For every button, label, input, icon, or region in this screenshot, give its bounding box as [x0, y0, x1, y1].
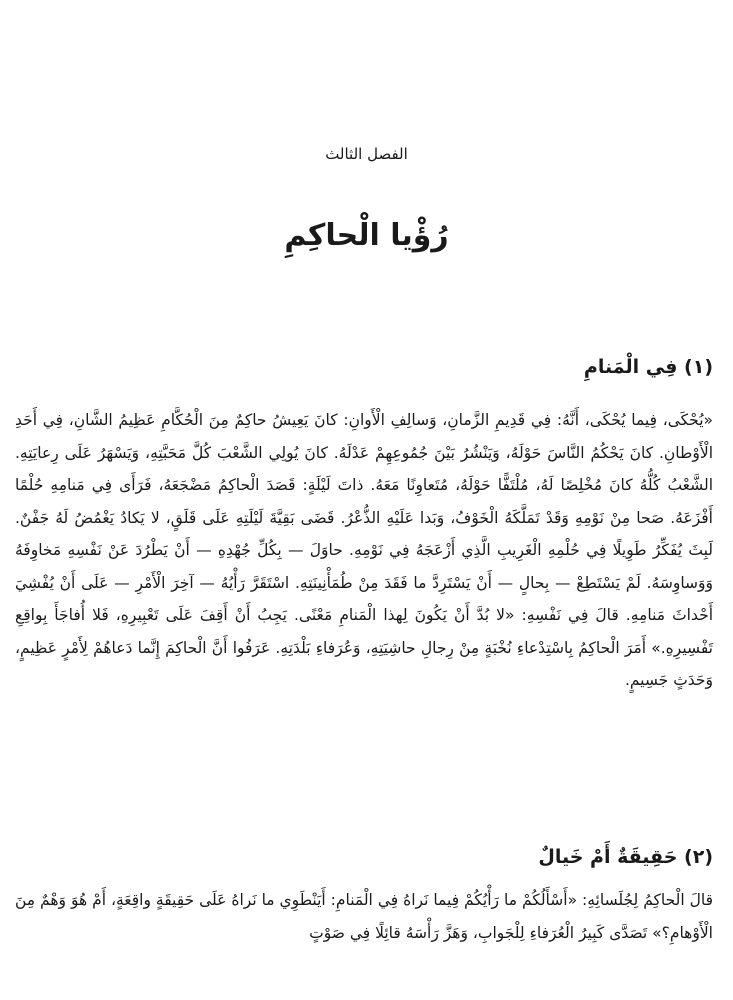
section-body: قالَ الْحاكِمُ لِجُلَسائِهِ: «أَسْأَلُكُمْ ما رَأْيُكُمْ فِيما نَراهُ فِي الْمَنامِ: أَيَنْطَوِي ما نَراهُ عَلَى حَقِيقَةٍ واقِعَةٍ، أَمْ هُوَ وَهْمٌ مِنَ الْأَوْهامِ؟» تَصَدَّى كَبِيرُ الْعُرَفاءِ لِلْجَوابِ، وَهَزَّ رَأْسَهُ قائِلًا فِي صَوْتٍ: [15, 891, 713, 942]
section-heading: (٢) حَقِيقَةٌ أَمْ خَيالٌ: [538, 846, 713, 868]
chapter-title: رُؤْيا الْحاكِمِ: [284, 218, 449, 253]
chapter-label: الفصل الثالث: [325, 145, 408, 163]
section-heading: (١) فِي الْمَنامِ: [583, 356, 713, 378]
section-body: «يُحْكَى، فِيما يُحْكَى، أَنَّهُ: فِي قَدِيمِ الزَّمانِ، وَسالِفِ الْأَوانِ: كانَ يَعِيشُ حاكِمٌ مِنَ الْحُكَّامِ عَظِيمُ الشَّانِ، فِي أَحَدِ الْأَوْطانِ. كانَ يَحْكُمُ النَّاسَ حَوْلَهُ، وَيَنْشُرُ بَيْنَ جُمُوعِهِمْ عَدْلَهُ. كانَ يُولِي الشَّعْبَ كُلَّ مَحَبَّتِهِ، وَيَسْهَرُ عَلَى رِعايَتِهِ. الشَّعْبُ كُلُّهُ كانَ مُخْلِصًا لَهُ، مُلْتَفًّا حَوْلَهُ، مُتَعاوِنًا مَعَهُ. ذاتَ لَيْلَةٍ: قَصَدَ الْحاكِمُ مَضْجَعَهُ، فَرَأَى فِي مَنامِهِ حُلْمًا أَفْزَعَهُ. صَحا مِنْ نَوْمِهِ وَقَدْ تَمَلَّكَهُ الْخَوْفُ، وَبَدا عَلَيْهِ الذُّعْرُ. قَضَى بَقِيَّةَ لَيْلَتِهِ عَلَى قَلَقٍ، لا يَكادُ يَغْمُضُ لَهُ جَفْنٌ. لَبِثَ يُفَكِّرُ طَوِيلًا فِي حُلْمِهِ الْغَرِيبِ الَّذِي أَزْعَجَهُ فِي نَوْمِهِ. حاوَلَ — بِكُلِّ جُهْدِهِ — أَنْ يَطْرُدَ عَنْ نَفْسِهِ مَخاوِفَهُ وَوَساوِسَهُ. لَمْ يَسْتَطِعْ — بِحالٍ — أَنْ يَسْتَرِدَّ ما فَقَدَ مِنْ طُمَأْنِينَتِهِ. اسْتَقَرَّ رَأْيُهُ — آخِرَ الْأَمْرِ — عَلَى أَنْ يُفْشِيَ أَحْداثَ مَنامِهِ. قالَ فِي نَفْسِهِ: «لا بُدَّ أَنْ يَكُونَ لِهذا الْمَنامِ مَعْنًى. يَجِبُ أَنْ أَقِفَ عَلَى تَعْبِيرِهِ، فَلا أُفاجَأَ بِواقِعِ تَفْسِيرِهِ.» أَمَرَ الْحاكِمُ بِاسْتِدْعاءِ نُخْبَةٍ مِنْ رِجالِ حاشِيَتِهِ، وَعُرَفاءِ بَلْدَتِهِ. عَرَفُوا أَنَّ الْحاكِمَ إِنَّما دَعاهُمْ لِأَمْرٍ عَظِيمٍ، وَحَدَثٍ جَسِيمٍ.: [15, 411, 713, 689]
